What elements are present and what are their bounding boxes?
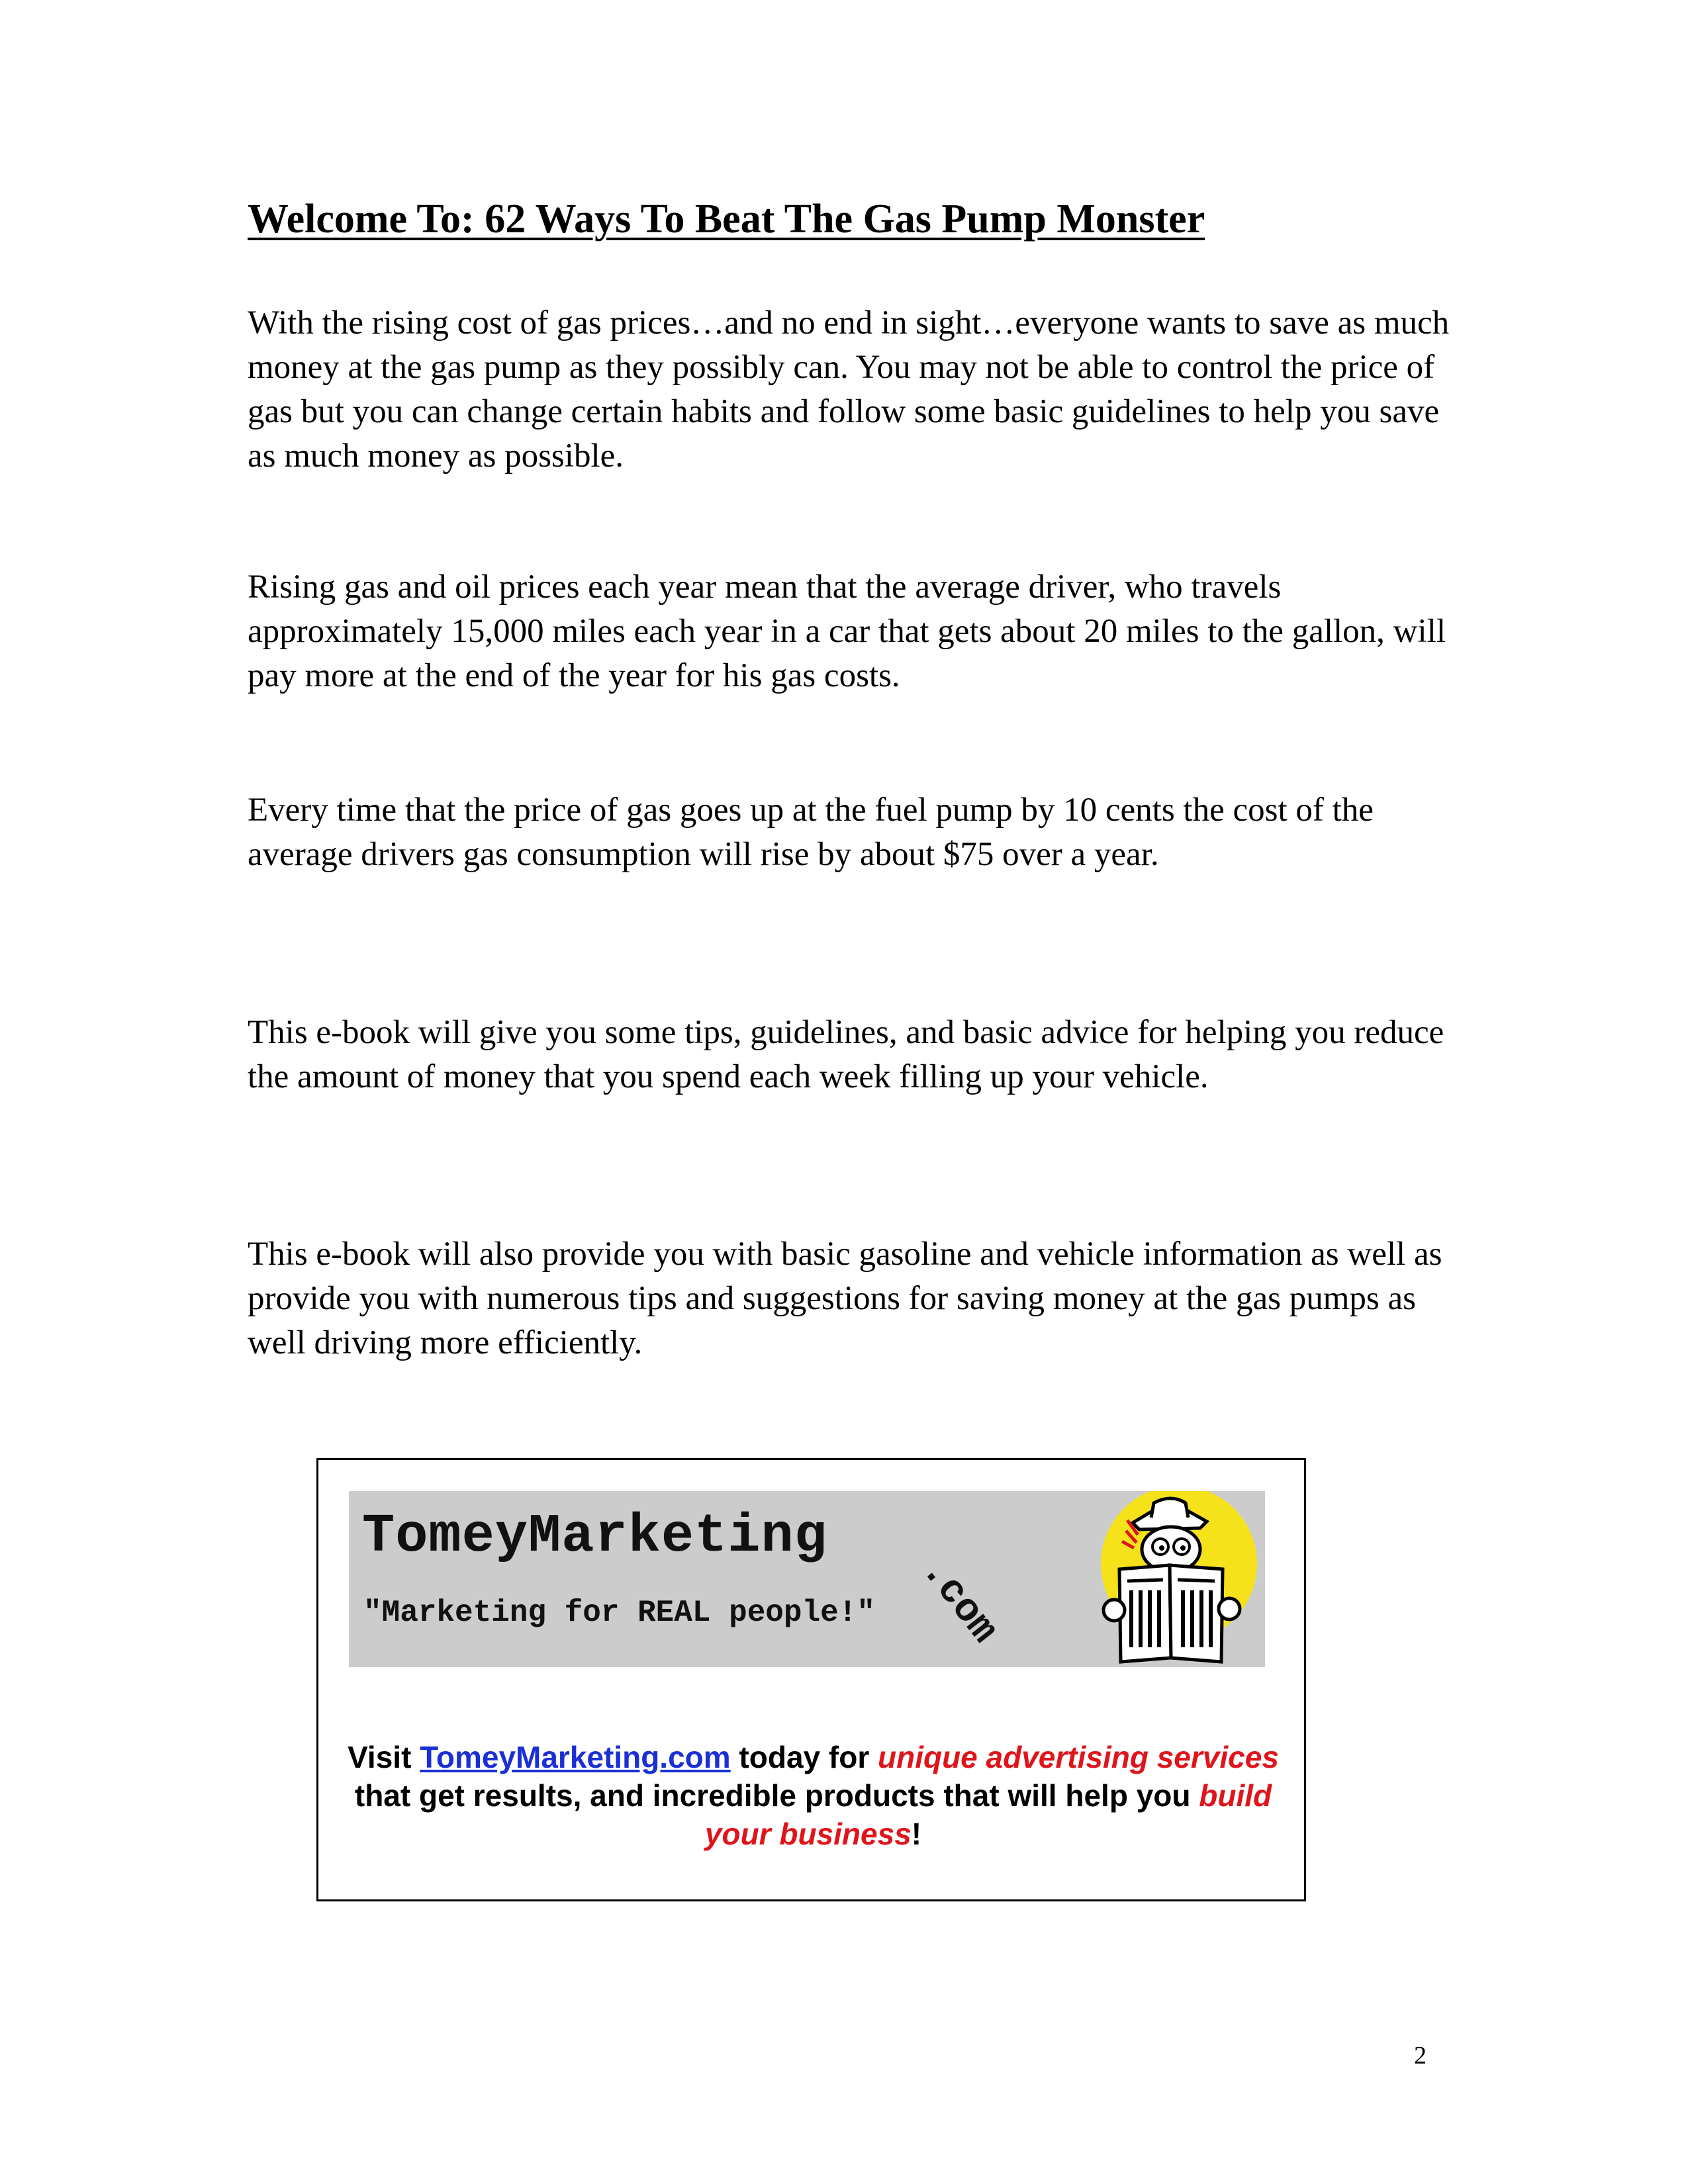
ad-end-text: ! <box>911 1817 922 1851</box>
banner-brand-tld: .com <box>912 1549 1006 1653</box>
advertisement-box <box>316 1458 1306 1901</box>
page-title: Welcome To: 62 Ways To Beat The Gas Pump Monster <box>248 197 1205 242</box>
banner-slogan: "Marketing for REAL people!" <box>363 1596 875 1630</box>
ad-today-text: today for <box>730 1740 878 1774</box>
ad-highlight-business: build your business <box>704 1778 1272 1851</box>
tomey-marketing-banner[interactable] <box>349 1491 1265 1667</box>
intro-paragraph: With the rising cost of gas prices…and no end in sight…everyone wants to save as much money at the gas pump as they possibly can. You may not be able to control the price of gas but you can change certain habits and follow some basic guidelines to help you save as much money as possible. <box>248 304 1450 475</box>
ad-visit-text: Visit <box>348 1740 420 1774</box>
advertisement-text <box>345 1738 1282 1853</box>
ad-middle-text: that get results, and incredible products that will help you <box>354 1778 1199 1813</box>
ad-highlight-services: unique advertising services <box>878 1740 1279 1774</box>
ebook-tips-paragraph: This e-book will give you some tips, guidelines, and basic advice for helping you reduce the amount of money that you spend each week filling up your vehicle. <box>248 1014 1444 1095</box>
price-rise-paragraph: Every time that the price of gas goes up at the fuel pump by 10 cents the cost of the average drivers gas consumption will rise by about $75 over a year. <box>248 792 1374 873</box>
banner-brand-name: TomeyMarketing <box>362 1506 827 1567</box>
tomey-marketing-link[interactable]: TomeyMarketing.com <box>420 1740 731 1774</box>
newspaper-reader-icon <box>1053 1491 1265 1667</box>
gas-cost-paragraph: Rising gas and oil prices each year mean that the average driver, who travels approximately 15,000 miles each year in a car that gets about 20 miles to the gallon, will pay more at the end of the year for his gas costs. <box>248 569 1446 694</box>
page-number: 2 <box>1414 2042 1427 2070</box>
ebook-info-paragraph: This e-book will also provide you with basic gasoline and vehicle information as well as provide you with numerous tips and suggestions for saving money at the gas pumps as well driving more efficiently. <box>248 1236 1442 1361</box>
